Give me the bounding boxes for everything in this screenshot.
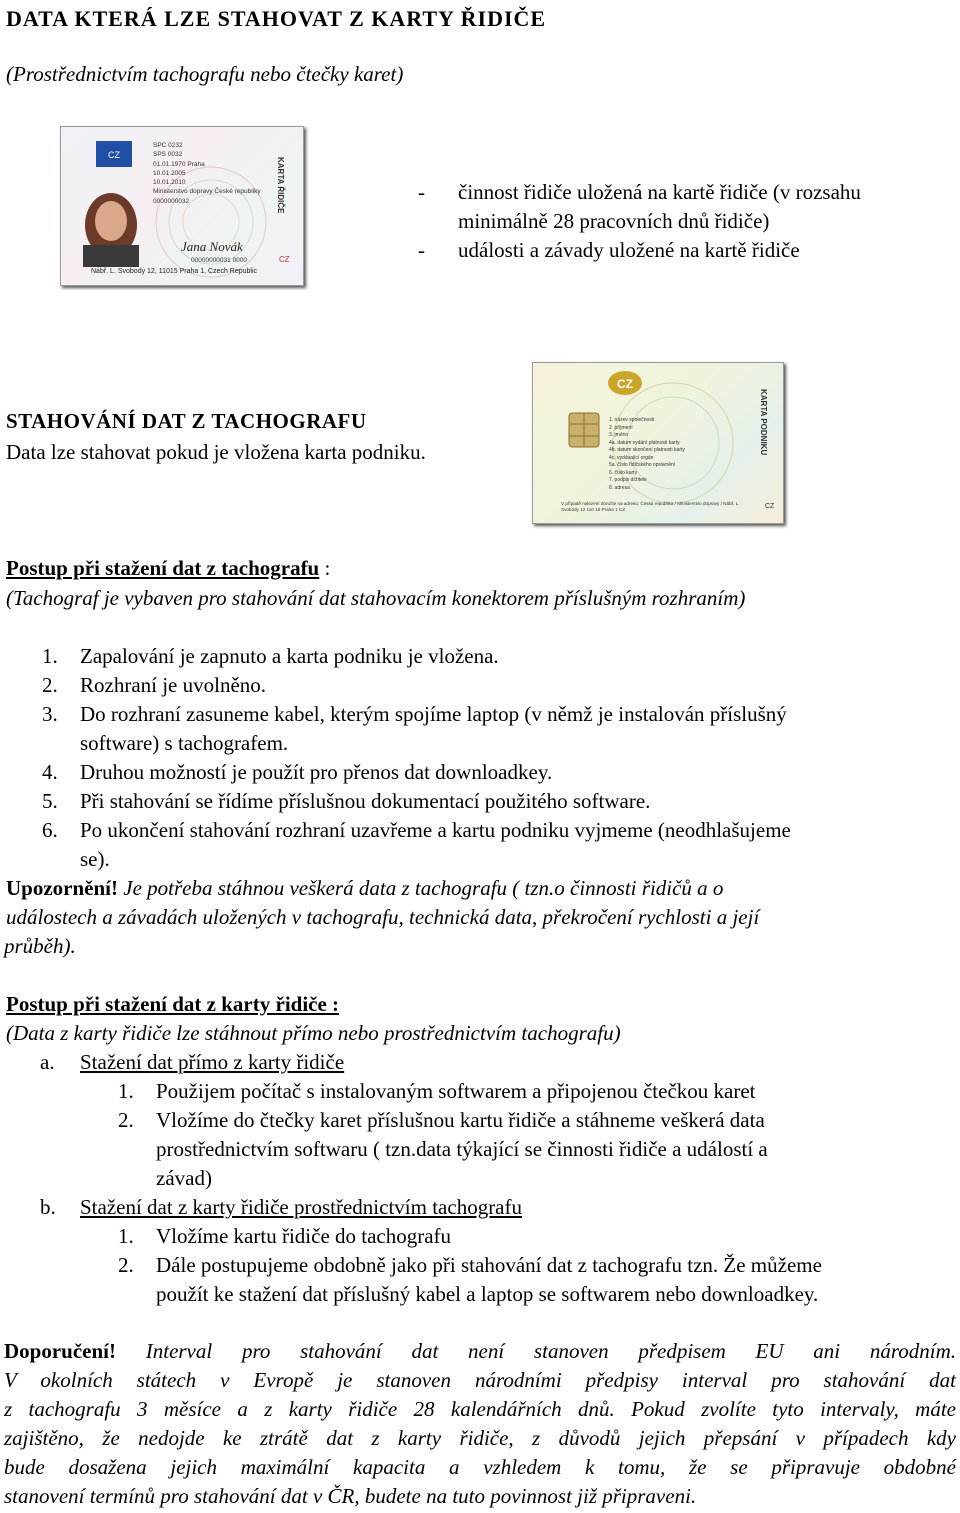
list-item: 6. Po ukončení stahování rozhraní uzavřeme a kartu podniku vyjmeme (neodhlašujeme bbox=[42, 818, 791, 842]
company-card-country: CZ bbox=[765, 503, 775, 510]
company-card-field: 3. jméno bbox=[609, 432, 629, 438]
list-item: - činnost řidiče uložená na kartě řidiče (v rozsahu bbox=[418, 180, 861, 204]
tacho-procedure-heading: Postup při stažení dat z tachografu : bbox=[6, 556, 331, 580]
driver-signature: Jana Novák bbox=[181, 239, 243, 254]
company-card-field: 2. příjmení bbox=[609, 424, 633, 431]
company-card-field: 5a. číslo řidičského oprávnění bbox=[609, 462, 676, 468]
svg-text:CZ: CZ bbox=[108, 150, 120, 160]
list-item-continuation: software) s tachografem. bbox=[80, 731, 289, 755]
company-card-field: 4b. datum skončení platnosti karty bbox=[609, 447, 685, 453]
recommendation-line: Doporučení! Interval pro stahování dat není stanoven předpisem EU ani národním. bbox=[4, 1339, 956, 1363]
list-item-continuation: se). bbox=[80, 847, 110, 871]
svg-text:CZ: CZ bbox=[617, 377, 633, 391]
card-procedure-heading: Postup při stažení dat z karty řidiče : bbox=[6, 992, 340, 1016]
driver-card-line: 0000000032 bbox=[153, 197, 190, 205]
driver-card-number: 00000000031 0000 bbox=[191, 257, 248, 264]
recommendation-line: V okolních státech v Evropě je stanoven národními předpisy interval pro stahování dat bbox=[4, 1368, 956, 1392]
company-card-vertical-label: KARTA PODNIKU bbox=[759, 389, 768, 456]
company-card-footer: V případě nalezení doručte na adresu: Česká republika / Ministerstvo dopravy / Nábř. L. Svobody 12 110 15 Praha 1 CZ bbox=[561, 501, 740, 512]
company-card-field: 4c. vydávající orgán bbox=[609, 454, 654, 461]
company-card-field: 7. podpis držitele bbox=[609, 477, 647, 483]
company-card-field: 4a. datum vydání platnosti karty bbox=[609, 439, 680, 446]
list-item: 5. Při stahování se řídíme příslušnou dokumentací použitého software. bbox=[42, 789, 651, 813]
driver-card-image bbox=[60, 126, 304, 286]
page-title: DATA KTERÁ LZE STAHOVAT Z KARTY ŘIDIČE bbox=[6, 6, 547, 31]
driver-card-line: 01.01.1970 Praha bbox=[153, 160, 205, 168]
driver-card-line: Ministerstvo dopravy České republiky bbox=[153, 188, 261, 196]
list-item: 2. Dále postupujeme obdobně jako při stahování dat z tachografu tzn. Že můžeme bbox=[118, 1253, 822, 1277]
recommendation-label: Doporučení! bbox=[4, 1339, 116, 1363]
option-b: b. Stažení dat z karty řidiče prostřednictvím tachografu bbox=[40, 1195, 522, 1219]
driver-card-vertical-label: KARTA ŘIDIČE bbox=[276, 157, 285, 214]
company-card-image bbox=[532, 362, 784, 524]
warning-line: událostech a závadách uložených v tachografu, technická data, překročení rychlosti a její bbox=[6, 905, 760, 929]
recommendation-line: zajištěno, že nedojde ke ztrátě dat z karty řidiče, z důvodů jejich přepsání v případech kdy bbox=[4, 1426, 956, 1450]
driver-card-country: CZ bbox=[279, 255, 290, 264]
list-item: 2. Rozhraní je uvolněno. bbox=[42, 673, 267, 697]
warning-line: průběh). bbox=[4, 934, 76, 958]
list-item: 3. Do rozhraní zasuneme kabel, kterým spojíme laptop (v němž je instalován příslušný bbox=[42, 702, 787, 726]
tacho-section-text: Data lze stahovat pokud je vložena karta podniku. bbox=[6, 440, 426, 464]
list-item: 4. Druhou možností je použít pro přenos dat downloadkey. bbox=[42, 760, 553, 784]
card-procedure-note: (Data z karty řidiče lze stáhnout přímo nebo prostřednictvím tachografu) bbox=[6, 1021, 621, 1045]
recommendation-line: bude dosažena jejich maximální kapacita a vzhledem k tomu, že se připravuje obdobné bbox=[4, 1455, 956, 1479]
tacho-section-heading: STAHOVÁNÍ DAT Z TACHOGRAFU bbox=[6, 409, 367, 433]
driver-card-line: 10.01.2010 bbox=[153, 179, 186, 187]
recommendation-line: stanovení termínů pro stahování dat v ČR, budete na tuto povinnost již připraveni. bbox=[4, 1484, 697, 1508]
warning-line: Upozornění! Je potřeba stáhnou veškerá data z tachografu ( tzn.o činnosti řidičů a o bbox=[6, 876, 724, 900]
list-item: - události a závady uložené na kartě řidiče bbox=[418, 238, 800, 262]
list-item-continuation: použít ke stažení dat příslušný kabel a laptop se softwarem nebo downloadkey. bbox=[156, 1282, 819, 1306]
card-data-list bbox=[418, 178, 861, 265]
company-card-field: 1. název společnosti bbox=[609, 417, 655, 423]
recommendation-line: z tachografu 3 měsíce a z karty řidiče 28 kalendářních dnů. Pokud zvolíte tyto intervaly, máte bbox=[4, 1397, 956, 1421]
company-card-field: 6. číslo karty bbox=[609, 469, 638, 476]
driver-card-address: Nábř. L. Svobody 12, 11015 Praha 1, Czech Republic bbox=[91, 268, 258, 275]
list-item: 2. Vložíme do čtečky karet příslušnou kartu řidiče a stáhneme veškerá data bbox=[118, 1108, 765, 1132]
list-item: 1. Zapalování je zapnuto a karta podniku je vložena. bbox=[42, 644, 499, 668]
company-card-field: 8. adresa bbox=[609, 484, 630, 491]
driver-card-line: SPS 0032 bbox=[153, 151, 183, 159]
list-item: 1. Použijem počítač s instalovaným softwarem a připojenou čtečkou karet bbox=[118, 1079, 756, 1103]
list-item: 1. Vložíme kartu řidiče do tachografu bbox=[118, 1224, 452, 1248]
list-item-continuation: prostřednictvím softwaru ( tzn.data týkající se činnosti řidiče a událostí a bbox=[156, 1137, 768, 1161]
option-a: a. Stažení dat přímo z karty řidiče bbox=[40, 1050, 345, 1074]
list-item-continuation: závad) bbox=[156, 1166, 212, 1190]
warning-label: Upozornění! bbox=[6, 876, 118, 900]
page-subtitle: (Prostřednictvím tachografu nebo čtečky karet) bbox=[6, 62, 404, 86]
driver-card-line: SPC 0232 bbox=[153, 142, 183, 149]
driver-card-line: 10.01.2005 bbox=[153, 169, 186, 177]
company-card-fields bbox=[609, 417, 685, 492]
list-item-continuation: minimálně 28 pracovních dnů řidiče) bbox=[458, 209, 770, 233]
tacho-procedure-note: (Tachograf je vybaven pro stahování dat stahovacím konektorem příslušným rozhraním) bbox=[6, 586, 746, 610]
